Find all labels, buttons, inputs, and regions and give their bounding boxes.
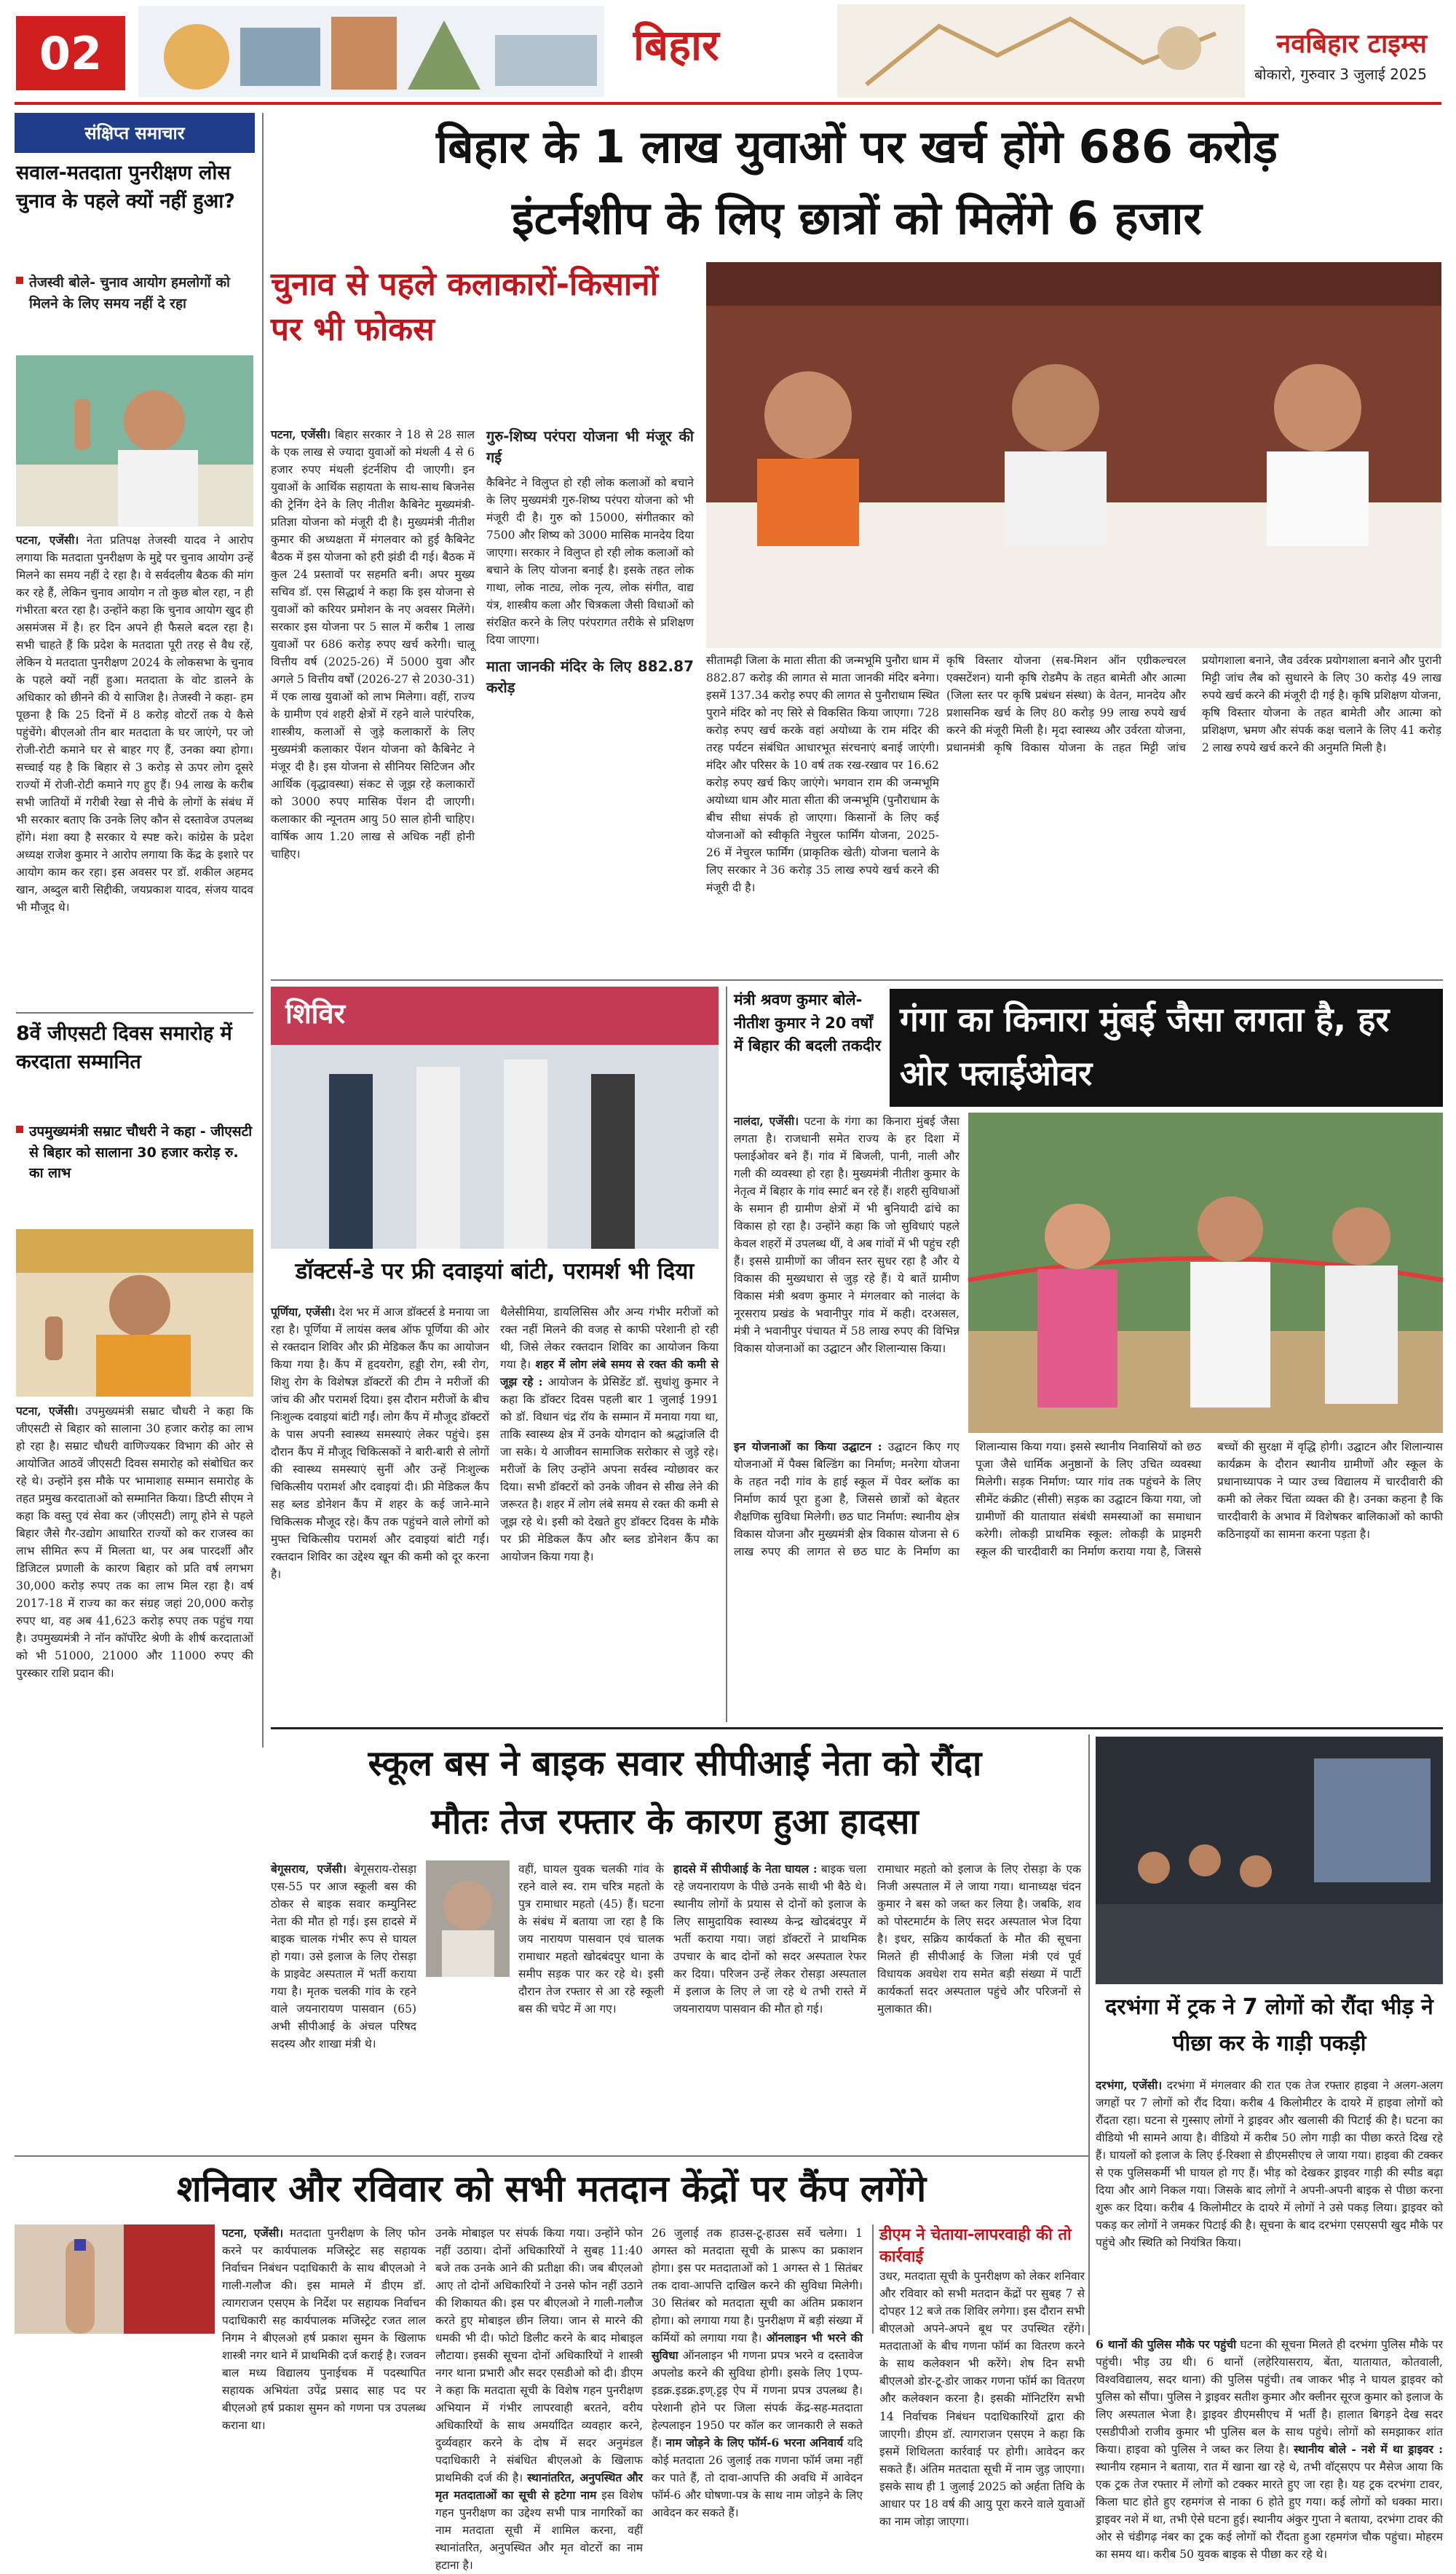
lead-headline-line1: बिहार के 1 लाख युवाओं पर खर्च होंगे 686 करोड़ [436,120,1278,173]
bullet-icon [16,1126,23,1133]
ganga-subhead: इन योजनाओं का किया उद्घाटन : [734,1440,882,1453]
truck-subhead-police: 6 थानों की पुलिस मौके पर पहुंची [1096,2337,1237,2351]
body-text: दरभंगा में मंगलवार की रात एक तेज रफ्तार हाइवा ने अलग-अलग जगहों पर 7 लोगों को रौंद दिया। करीब 4 किलोमीटर के दायरे में हाइवा लोगों को रौंदता रहा। घटना से गुस्साए लोगों ने ड्राइवर और खलासी की पिटाई की है। घटना का वीडियो भी सामने आया है। वीडियो में करीब 50 लोग गाड़ी का पीछा करते दिख रहे हैं। घायलों को इलाज के लिए ई-रिक्शा से डीएमसीएच ले जाया गया। हाइवा की टक्कर से एक पुलिसकर्मी भी घायल हो गए हैं। भीड़ को देखकर ड्राइवर गाड़ी की स्पीड बढ़ा दिया और आगे निकल गया। जिसके बाद लोगों ने अपनी-अपनी बाइक से पीछा करना शुरू कर दिया। करीब 4 किलोमीटर के दायरे में लोगों ने उसे पकड़ लिया। ड्राइवर को पकड़ कर लोगों ने जमकर पिटाई की है। सूचना के बाद दरभंगा एसएसपी खुद मौके पर पहुंचे और स्थिति को नियंत्रित किया। [1096,2079,1443,2250]
subhead-text: तेजस्वी बोले- चुनाव आयोग हमलोगों को मिलने के लिए समय नहीं दे रहा [29,275,230,312]
body-text: कैबिनेट ने विलुप्त हो रही लोक कलाओं को बचाने के लिए मुख्यमंत्री गुरु-शिष्य परंपरा योजना को भी मंजूरी दी है। गुरु को 15000, संगीतकार को 7500 और शिष्य को 3000 मासिक मानदेय दिया जाएगा। सरकार ने विलुप्त हो रही लोक कलाओं को बचाने के लिए योजना बनाई है। इसके तहत लोक गाथा, लोक नाट्य, लोक नृत्य, लोक संगीत, वाद्य यंत्र, शास्त्रीय कला और चित्रकला जैसी विधाओं को संरक्षित करने के लिए परंपरागत तरीके से प्रशिक्षण दिया जाएगा। [486,476,694,647]
divider [271,979,1443,981]
divider [271,1727,1443,1729]
lead-subhead-janaki: माता जानकी मंदिर के लिए 882.87 करोड़ [486,658,694,697]
body-text: देश भर में आज डॉक्टर्स डे मनाया जा रहा है। पूर्णिया में लायंस क्लब ऑफ पूर्णिया की ओर से रक्तदान शिविर और फ्री मेडिकल कैंप का आयोजन किया गया है। कैंप में हृदयरोग, हड्डी रोग, स्त्री रोग, शिशु रोग के विशेषज्ञ डॉक्टरों की टीम ने मरीजों की जांच की और परामर्श दिया। इस दौरान मरीजों के बीच निःशुल्क दवाइयां बांटी गईं। लोग कैंप में मौजूद डॉक्टरों के पास अपनी स्वास्थ्य समस्याएं लेकर पहुंचे। इस दौरान कैंप में मौजूद चिकित्सकों ने बारी-बारी से लोगों की स्वास्थ्य समस्याएं सुनीं और उन्हें निःशुल्क चिकित्सीय परामर्श और दवाइयां दी। फ्री मेडिकल कैंप सह ब्लड डोनेशन कैंप में शहर के कई जाने-माने चिकित्सक मौजूद रहे। कैंप तक पहुंचने वाले लोगों को मुफ्त चिकित्सीय परामर्श और दवाइयां बांटी गईं। रक्तदान शिविर का उद्देश्य खून की कमी को दूर करना है। [271,1306,489,1582]
body-text: उनके मोबाइल पर संपर्क किया गया। उन्होंने फोन नहीं उठाया। दोनों अधिकारियों ने सुबह 11:40 बजे तक उनके आने की प्रतीक्षा की। जब बीएलओ आए तो दोनों अधिकारियों ने उनसे फोन नहीं उठाने की शिकायत की। इस पर बीएलओ ने गाली-गलौज करते हुए मोबाइल छीन लिया। जान से मारने की धमकी भी दी। फोटो डिलीट करने के बाद मोबाइल लौटाया। इसकी सूचना दोनों अधिकारियों ने शास्त्री नगर थाना प्रभारी और सदर एसडीओ को दी। डीएम ने कहा कि मतदाता सूची के विशेष गहन पुनरीक्षण अभियान में गंभीर लापरवाही बरतने, वरीय अधिकारियों के साथ अमर्यादित व्यवहार करने, दुर्व्यवहार करने के दोष में सदर अनुमंडल पदाधिकारी ने संबंधित बीएलओ के खिलाफ प्राथमिकी दर्ज की है। [435,2227,643,2485]
truck-headline: दरभंगा में ट्रक ने 7 लोगों को रौंदा भीड़ ने पीछा कर के गाड़ी पकड़ी [1105,1994,1433,2056]
lead-kicker: चुनाव से पहले कलाकारों-किसानों पर भी फोकस [271,266,659,348]
bus-col1 [271,1860,416,2152]
body-text: बेगूसराय-रोसड़ा एस-55 पर आज स्कूली बस की ठोकर से बाइक सवार कम्युनिस्ट नेता की मौत हो गई। इस हादसे में बाइक चालक गंभीर रूप से घायल हो गया। उसे इलाज के लिए रोसड़ा के प्राइवेट अस्पताल में भर्ती कराया गया है। मृतक चलकी गांव के रहने वाले जयनारायण पासवान (65) अभी सीपीआई के अंचल परिषद सदस्य और शाखा मंत्री थे। [271,1863,416,2051]
masthead-collage-image [138,6,604,97]
divider [15,2155,1088,2157]
voter-finger-photo [15,2224,215,2334]
dateline: पूर्णिया, एजेंसी। [271,1305,336,1319]
lead-col4: कृषि विस्तार योजना (सब-मिशन ऑन एग्रीकल्चरल एक्सटेंशन) यानी कृषि रोडमैप के तहत बामेती और आत्मा (जिला स्तर पर कृषि प्रबंधन संस्था) के वेतन, मानदेय और प्रशासनिक खर्च के लिए 80 करोड़ 99 लाख रुपये खर्च करने की मंजूरी मिली है। मृदा स्वास्थ्य और उर्वरता योजना, प्रधानमंत्री कृषि विकास योजना के तहत मिट्टी जांच प्रयोगशाला बनाने, जैव उर्वरक प्रयोगशाला बनाने और पुरानी मिट्टी जांच लैब को सुधारने के लिए 30 करोड़ 49 लाख रुपये खर्च करने की मंजूरी दी गई है। कृषि प्रशिक्षण योजना, कृषि विस्तार योजना के तहत बामेती और आत्मा को प्रशिक्षण, भ्रमण और संपर्क कक्ष चलाने के लिए 41 करोड़ 2 लाख रुपये खर्च करने की अनुमति मिली है। [946,654,1441,755]
darbhanga-crowd-photo [1096,1737,1443,1984]
doctors-headline: डॉक्टर्स-डे पर फ्री दवाइयां बांटी, परामर्श भी दिया [295,1258,695,1284]
doctors-col1 [271,1303,489,1718]
body-text: 26 जुलाई तक हाउस-टू-हाउस सर्वे चलेगा। 1 अगस्त को मतदाता सूची के प्रारूप का प्रकाशन होगा। इस पर मतदाताओं को 1 अगस्त से 1 सितंबर तक दावा-आपत्ति दाखिल करने की सुविधा मिलेगी। 30 सितंबर को मतदाता सूची का अंतिम प्रकाशन होगा। को लगाया गया है। पुनरीक्षण में बड़ी संख्या में कर्मियों को लगाया गया है। [652,2227,863,2345]
body-text: बाइक चला रहे जयनारायण के पीछे उनके साथी भी बैठे थे। स्थानीय लोगों के प्रयास से दोनों को इलाज के लिए सामुदायिक स्वास्थ्य केन्द्र खोदबंदपुर में भर्ती कराया गया। जहां डॉक्टरों ने प्राथमिक उपचार के बाद दोनों को सदर अस्पताल रेफर कर दिया। परिजन उन्हें लेकर रोसड़ा अस्पताल में इलाज के लिए ले जा रहे थे तभी रास्ते में जयनारायण पासवान की मौत हो गई। [673,1863,866,2016]
body-text: यदि कोई मतदाता 26 जुलाई तक गणना फॉर्म जमा नहीं कर पाते हैं, तो दावा-आपत्ति की अवधि में आवेदन फॉर्म-6 और घोषणा-पत्र के साथ नाम जोड़ने के लिए आवेदन कर सकते हैं। [652,2436,863,2520]
dateline: नालंदा, एजेंसी। [734,1114,799,1128]
ganga-kicker: मंत्री श्रवण कुमार बोले- नीतीश कुमार ने 20 वर्षों में बिहार की बदली तकदीर [734,991,882,1054]
truck-subhead-locals: स्थानीय बोले - नशे में था ड्राइवर : [1294,2442,1443,2457]
doctors-col2 [500,1303,719,1718]
sidebar-story2-subhead [16,1121,253,1220]
ganga-col1 [734,1113,960,1433]
bus-col3 [673,1860,866,2152]
ganga-headline: गंगा का किनारा मुंबई जैसा लगता है, हर ओर फ्लाईओवर [890,989,1443,1107]
dateline: पटना, एजेंसी। [271,427,331,441]
camp-subhead-removal: स्थानांतरित, अनुपस्थित और मृत मतदाताओं का सूची से हटेगा नाम [435,2471,643,2503]
sidebar-tag: संक्षिप्त समाचार [15,113,255,153]
body-text: थैलेसीमिया, डायलिसिस और अन्य गंभीर मरीजों को रक्त नहीं मिलने की वजह से काफी परेशानी हो रही थी, जिसे लेकर रक्तदान शिविर का आयोजन किया गया है। [500,1306,719,1372]
masthead [0,0,1456,102]
body-text: स्थानीय रहमान ने बताया, रात में खाना खा रहे थे, तभी वॉट्सएप पर मैसेज आया कि एक ट्रक तेज रफ्तार में लोगों को टक्कर मारते हुए जा रहा है। यह ट्रक दरभंगा टावर, किला घाट होते हुए रहमगंज से नाका 6 होते हुए गया। कई लोगों को धक्का मारा। ड्राइवर नशे में था, तभी ऐसे घटना हुई। स्थानीय अंकुर गुप्ता ने बताया, दरभंगा टावर की ओर से चंडीगढ़ नंबर का ट्रक कई लोगों को रौंदता हुआ रहमगंज चौक पहुंचा। मोहरम का समय था। करीब 50 युवक बाइक से पीछा कर रहे थे। [1096,2460,1443,2562]
cabinet-meeting-photo [706,262,1441,648]
body-text: उद्घाटन किए गए योजनाओं में पैक्स बिल्डिंग का निर्माण; मनरेगा योजना के तहत नदी गांव के हाई स्कूल में पेवर ब्लॉक का निर्माण कार्य पूरा हुआ है, जिससे छात्रों को बेहतर शैक्षणिक सुविधा मिलेगी। छठ घाट निर्माण: स्थानीय क्षेत्र विकास योजना और मुख्यमंत्री क्षेत्र विकास योजना से 6 लाख रुपए की लागत से छठ घाट के निर्माण का शिलान्यास किया गया। इससे स्थानीय निवासियों को छठ पूजा जैसे धार्मिक अनुष्ठानों के लिए उचित व्यवस्था मिलेगी। सड़क निर्माण: प्यार गांव तक पहुंचने के लिए सीमेंट कंक्रीट (सीसी) सड़क का उद्घाटन किया गया, जो ग्रामीणों की यातायात संबंधी समस्याओं का समाधान करेगी। लोकड़ी प्राथमिक स्कूल: लोकड़ी के प्राइमरी स्कूल की चारदीवारी का निर्माण कराया गया है, जिससे बच्चों की सुरक्षा में वृद्धि होगी। उद्घाटन और शिलान्यास कार्यक्रम के दौरान स्थानीय ग्रामीणों और स्कूल के प्रधानाध्यापक ने प्यार उच्च विद्यालय में चारदीवारी की कमी को लेकर चिंता व्यक्त की है। उनका कहना है कि चारदीवारी के अभाव में विशेषकर बालिकाओं को काफी कठिनाइयों का सामना करना पड़ता है। [734,1440,1443,1559]
lead-col3: सीतामढ़ी जिला के माता सीता की जन्मभूमि पुनौरा धाम में 882.87 करोड़ की लागत से माता जानकी मंदिर बनेगा। इसमें 137.34 करोड़ रुपए की लागत से पुनौराधाम स्थित पुराने मंदिर को नए सिरे से विकसित किया जाएगा। 728 करोड़ रुपए खर्च करके वहां अयोध्या के राम मंदिर की तरह पर्यटन संबंधित आधारभूत संरचनाएं बनाई जाएंगी। मंदिर और परिसर के 10 वर्ष तक रख-रखाव पर 16.62 करोड़ रुपए खर्च किए जाएंगे। भगवान राम की जन्मभूमि अयोध्या धाम और माता सीता की जन्मभूमि (पुनौराधाम के बीच सीधा संपर्क हो जाएगा। किसानों के लिए कई योजनाओं को स्वीकृति नेचुरल फार्मिंग योजना, 2025-26 में नेचुरल फार्मिंग (प्राकृतिक खेती) योजना चलाने के लिए सरकार ने 36 करोड़ 35 लाख रुपये खर्च करने की मंजूरी दी है। [706,654,939,895]
camp-headline: शनिवार और रविवार को सभी मतदान केंद्रों पर कैंप लगेंगे [176,2168,927,2210]
body-text: बिहार सरकार ने 18 से 28 साल के एक लाख से ज्यादा युवाओं को मंथली 4 से 6 हजार रुपए मंथली इंटर्नशिप दी जाएगी। इन युवाओं के आर्थिक सहायता के साथ-साथ बिजनेस की ट्रेनिंग देने के लिए नीतीश कैबिनेट मुख्यमंत्री-प्रतिज्ञा योजना को मंजूरी दी है। मुख्यमंत्री नीतीश कुमार की अध्यक्षता में मंगलवार को हुई कैबिनेट बैठक में इस योजना को हरी झंडी दी गई। बैठक में कुल 24 प्रस्तावों पर सहमति बनी। अपर मुख्य सचिव डॉ. एस सिद्धार्थ ने कहा कि इस योजना से युवाओं को करियर प्रमोशन के नए अवसर मिलेंगे। सरकार इस योजना पर 5 साल में करीब 1 लाख युवाओं पर 686 करोड़ रुपए खर्च करेगी। चालू वित्तीय वर्ष (2025-26) में 5000 युवा और अगले 5 वित्तीय वर्षों (2026-27 से 2030-31) में एक लाख युवाओं को लाभ मिलेगा। वहीं, राज्य के ग्रामीण एवं शहरी क्षेत्रों में रहने वाले पारंपरिक, शास्त्रीय, कलाओं से जुड़े कलाकारों के लिए मुख्यमंत्री कलाकार पेंशन योजना को कैबिनेट ने मंजूर दी है। इस योजना से सीनियर सिटिजन और आर्थिक (वृद्धावस्था) संकट से जूझ रहे कलाकारों को 3000 रुपए मासिक पेंशन दी जाएगी। कलाकार की न्यूनतम आयु 50 साल होनी चाहिए। वार्षिक आय 1.20 लाख से अधिक नहीं होनी चाहिए। [271,428,475,861]
ganga-col2 [734,1438,1443,1722]
page-number: 02 [16,16,125,90]
sidebar-story1-subhead [16,272,253,349]
body-text: पटना के गंगा का किनारा मुंबई जैसा लगता है। राजधानी समेत राज्य के हर दिशा में फ्लाईओवर बने हैं। गांव में बिजली, पानी, नाली और गली की व्यवस्था हो रहा है। मुख्यमंत्री नीतीश कुमार के नेतृत्व में बिहार के गांव स्मार्ट बन रहे हैं। शहरी सुविधाओं के समान ही ग्रामीण क्षेत्रों में भी बुनियादी ढांचे का विकास हो रहा है। उन्होंने कहा कि जो सुविधाएं पहले केवल शहरों में उपलब्ध थीं, वे अब गांवों में भी पहुंच रही हैं। इससे ग्रामीणों का जीवन स्तर सुधर रहा है और ये विकास की मुख्यधारा से जुड़ रहे हैं। ये बातें ग्रामीण विकास मंत्री श्रवण कुमार ने मंगलवार को नालंदा के नूरसराय प्रखंड के भवानीपुर गांव में कही। दरअसल, मंत्री ने भवानीपुर पंचायत में 58 लाख रुपए की विभिन्न विकास योजनाओं का उद्घाटन और शिलान्यास किया। [734,1115,960,1356]
banner-text: शिविर [285,998,346,1030]
bus-subhead: हादसे में सीपीआई के नेता घायल : [673,1862,818,1876]
body-text: उपमुख्यमंत्री सम्राट चौधरी ने कहा कि जीएसटी से बिहार को सालाना 30 हजार करोड़ का लाभ हो रहा है। सम्राट चौधरी वाणिज्यकर विभाग की ओर से आयोजित आठवें जीएसटी दिवस समारोह को संबोधित कर रहे थे। उन्होंने इस मौके पर भामाशाह सम्मान समारोह के तहत प्रमुख करदाताओं को सम्मानित किया। डिप्टी सीएम ने कहा कि वस्तु एवं सेवा कर (जीएसटी) लागू होने से पहले बिहार जैसे गैर-उद्योग आधारित राज्यों को कर राजस्व का लाभ सीमित रूप में मिलता था, पर अब पारदर्शी और डिजिटल प्रणाली के कारण बिहार को प्रति वर्ष लगभग 30,000 करोड़ रुपए तक का लाभ मिल रहा है। वर्ष 2017-18 में राज्य का कर संग्रह जहां 20,000 करोड़ रुपए था, वह अब 41,623 करोड़ रुपए तक पहुंच गया है। उपमुख्यमंत्री ने नॉन कॉर्पोरेट श्रेणी के शीर्ष करदाताओं को भी 51000, 21000 और 11000 रुपए की पुरस्कार राशि प्रदान की। [16,1405,253,1681]
tejashwi-photo [16,355,253,526]
bus-headline-line1: स्कूल बस ने बाइक सवार सीपीआई नेता को रौंदा [368,1743,982,1784]
body-text: आयोजन के प्रेसिडेंट डॉ. सुधांशु कुमार ने कहा कि डॉक्टर दिवस पहली बार 1 जुलाई 1991 को डॉ. विधान चंद्र रॉय के सम्मान में मनाया गया था, ताकि स्वास्थ्य क्षेत्र में उनके योगदान को श्रद्धांजलि दी जा सके। ये आजीवन सामाजिक सरोकार से जुड़े रहे। मरीजों के लिए उन्होंने अपना सर्वस्व न्योछावर कर दिया। सभी डॉक्टरों को उनके जीवन से सीख लेने की जरूरत है। शहर में लोग लंबे समय से रक्त की कमी से जूझ रहे थे। इसी को देखते हुए डॉक्टर दिवस के मौके पर फ्री मेडिकल कैंप और ब्लड डोनेशन कैंप का आयोजन किया गया है। [500,1375,719,1564]
body-text: इस विशेष गहन पुनरीक्षण का उद्देश्य सभी पात्र नागरिकों का नाम मतदाता सूची में शामिल करना, वहीं स्थानांतरित, अनुपस्थित और मृत वोटरों का नाम हटाना है। [435,2489,643,2573]
dm-warning-body: उधर, मतदाता सूची के पुनरीक्षण को लेकर शनिवार और रविवार को सभी मतदान केंद्रों पर सुबह 7 से दोपहर 12 बजे तक शिविर लगेगा। इस दौरान सभी बीएलओ अपने-अपने बूथ पर उपस्थित रहेंगे। मतदाताओं के बीच गणना फॉर्म का वितरण करने के साथ कलेक्शन भी करेंगे। शेष दिन सभी बीएलओ डोर-टू-डोर जाकर गणना फॉर्म का वितरण और कलेक्शन करना है। इसकी मॉनिटरिंग सभी 14 निर्वाचक निबंधन पदाधिकारियों द्वारा की जाएगी। डीएम डॉ. त्यागराजन एसएम ने कहा कि इसमें शिथिलता कार्रवाई पर होगी। आवेदन कर सकते हैं। अंतिम मतदाता सूची में नाम जुड़ जाएगा। इसके साथ ही 1 जुलाई 2025 को अर्हता तिथि के आधार पर 18 वर्ष की आयु पूरा करने वाले युवाओं का नाम जोड़ा जाएगा। [879,2270,1085,2528]
dateline: दरभंगा, एजेंसी। [1096,2078,1163,2092]
dateline: बेगूसराय, एजेंसी। [271,1862,347,1876]
dateline: पटना, एजेंसी। [16,1404,79,1418]
lead-subhead-guru: गुरु-शिष्य परंपरा योजना भी मंजूर की गई [486,427,694,466]
camp-subhead-form6: नाम जोड़ने के लिए फॉर्म-6 भरना अनिवार्य [665,2436,844,2450]
bus-headline-line2: मौतः तेज रफ्तार के कारण हुआ हादसा [431,1801,919,1842]
column-rule [1088,1734,1090,2335]
dm-warning-headline: डीएम ने चेताया-लापरवाही की तो कार्रवाई [879,2226,1072,2266]
dateline: पटना, एजेंसी। [16,533,79,547]
body-text: ऑनलाइन भी गणना प्रपत्र भरने व दस्तावेज अपलोड करने की सुविधा होगी। इसके लिए 1एप्प-इडक्र.इडक्र.इण्.ट्टइ ऐप में गणना प्रपत्र उपलब्ध है। परेशानी होने पर जिला संपर्क केंद्र-सह-मतदाता हेल्पलाइन 1950 पर कॉल कर जानकारी ले सकते हैं। [652,2349,863,2450]
bullet-icon [16,277,23,284]
camp-subhead-online: ऑनलाइन भी भरने की सुविधा [652,2331,863,2363]
lead-col2 [486,426,694,896]
body-text: मतदाता पुनरीक्षण के लिए फोन करने पर कार्यपालक मजिस्ट्रेट सह सहायक निर्वाचन निबंधन पदाधिकारी के साथ बीएलओ ने गाली-गलौज की। इस मामले में डीएम डॉ. त्यागराजन एसएम के निर्देश पर सहायक निर्वाचन पदाधिकारी सह कार्यपालक मजिस्ट्रेट रजत लाल निगम ने बीएलओ हर्ष प्रकाश सुमन के खिलाफ शास्त्री नगर थाने में प्राथमिकी दर्ज कराई है। रजवन बाल मध्य विद्यालय पुनाईचक में पदस्थापित सहायक अभियंता उपेंद्र प्रसाद साह पद पर बीएलओ हर्ष प्रकाश सुमन को गणना पत्र उपलब्ध कराना था। [222,2227,426,2433]
column-rule [262,113,264,1748]
newspaper-brand: नवबिहार टाइम्स [1276,29,1427,59]
sidebar-story1-headline: सवाल-मतदाता पुनरीक्षण लोस चुनाव के पहले क्यों नहीं हुआ? [16,162,235,213]
doctors-subhead: शहर में लोग लंबे समय से रक्त की कमी से जूझ रहे : [500,1357,719,1389]
sidebar-story2-body [16,1402,253,1854]
lead-headline-line2: इंटर्नशीप के लिए छात्रों को मिलेंगे 6 हजार [512,192,1202,245]
truck-body [1096,2077,1443,2335]
bus-col4: रामाधार महतो को इलाज के लिए रोसड़ा के एक निजी अस्पताल में ले जाया गया। थानाध्यक्ष चंदन कुमार ने बस को जब्त कर लिया है। जबकि, शव को पोस्टमार्टम के लिए सदर अस्पताल भेज दिया है। इधर, सक्रिय कार्यकर्ता के मौत की सूचना मिलते ही सीपीआई के जिला मंत्री एवं पूर्व विधायक अवधेश राय समेत बड़ी संख्या में पार्टी कार्यकर्ता सदर अस्पताल पहुंचे और परिजनों से मुलाकात की। [877,1863,1081,2016]
masthead-rule [15,102,1441,105]
lead-col1 [271,426,475,896]
body-text: नेता प्रतिपक्ष तेजस्वी यादव ने आरोप लगाया कि मतदाता पुनरीक्षण के मुद्दे पर चुनाव आयोग उन्हें मिलने का समय नहीं दे रहा है। वे सर्वदलीय बैठक की मांग कर रहे हैं, लेकिन चुनाव आयोग न तो कुछ बोल रहा, न ही गंभीरता बरत रहा है। उन्होंने कहा कि चुनाव आयोग खुद ही असमंजस में है। हर दिन अपने ही फैसले बदल रहा है। सभी चाहते हैं कि प्रदेश के मतदाता पूरी तरह से वैध रहें, लेकिन ये मतदाता पुनरीक्षण 2024 के लोकसभा के चुनाव के पहले क्यों नहीं हुआ। मतदाता के वोट डालने के अधिकार को छीनने की ये साजिश है। तेजस्वी ने कहा- हम पूछना है कि 25 दिनों में 8 करोड़ वोटरों तक ये कैसे पहुंचेंगे। बीएलओ तीन बार मतदाता के घर जाएंगे, पर जो रोजी-रोटी कमाने घर से बाहर गए हैं, उनका क्या होगा। सच्चाई यह है कि बिहार से 3 करोड़ से ऊपर लोग दूसरे राज्यों में रोजी-रोटी कमाने गए हुए हैं। 94 लाख के करीब सभी जातियों में गरीबी रेखा से नीचे के लोगों के संबंध में भी सरकार बताए कि उनके लिए कौन से दस्तावेज उपलब्ध होंगे। मंशा क्या है सरकार ये स्पष्ट करे। कांग्रेस के प्रदेश अध्यक्ष राजेश कुमार ने आरोप लगाया कि केंद्र के इशारे पर आयोग काम कर रहा। इस अवसर पर डॉ. शकील अहमद खान, अब्दुल बारी सिद्दीकी, जयप्रकाश यादव, संजय यादव भी मौजूद थे। [16,534,253,915]
subhead-text: उपमुख्यमंत्री सम्राट चौधरी ने कहा - जीएसटी से बिहार को सालाना 30 हजार करोड़ रु. का लाभ [29,1124,253,1181]
victim-portrait-photo [426,1860,510,1977]
body-text: घटना की सूचना मिलते ही दरभंगा पुलिस मौके पर पहुंची। भीड़ उग्र थी। 6 थानों (लहेरियासराय, बेंता, यातायात, कोतवाली, विश्वविद्यालय, सदर थाना) की पुलिस पहुंची। तब जाकर भीड़ ने घायल ड्राइवर को पुलिस को सौंपा। पुलिस ने ड्राइवर सतीश कुमार और क्लीनर सूरज कुमार को इलाज के लिए अस्पताल भेजा है। ड्राइवर डीएमसीएच में भर्ती है। हालात बिगड़ने देख सदर एसडीपीओ राजीव कुमार भी पुलिस बल के साथ पहुंचे। लोगों को समझाकर शांत किया। हाइवा को पुलिस ने जब्त कर लिया है। [1096,2338,1443,2457]
divider [16,1012,253,1014]
sidebar-story1-body [16,532,253,998]
samrat-choudhary-photo [16,1229,253,1397]
column-rule [726,987,727,1722]
bus-col2: वहीं, घायल युवक चलकी गांव के रहने वाले स्व. राम चरित्र महतो के पुत्र रामाधार महतो (45) हैं। घटना के संबंध में बताया जा रहा है कि जय नारायण पासवान एवं चालक रामाधार महतो खोदबंदपुर थाना के समीप सड़क पार कर रहे थे। इसी दौरान तेज रफ्तार से आ रहे स्कूली बस की चपेट में आ गए। [518,1863,664,2016]
masthead-decor-image [837,4,1245,98]
dm-warning-box [872,2224,1085,2528]
ganga-inauguration-photo [968,1113,1443,1433]
dateline: पटना, एजेंसी। [222,2226,284,2240]
issue-dateline: बोकारो, गुरुवार 3 जुलाई 2025 [1254,66,1427,83]
truck-body-continued [1096,2336,1443,2562]
sidebar-story2-headline: 8वें जीएसटी दिवस समारोह में करदाता सम्मानित [16,1022,232,1074]
camp-col2 [435,2224,643,2573]
camp-col1 [222,2224,426,2433]
section-title: बिहार [633,20,719,70]
camp-col3 [652,2224,863,2520]
